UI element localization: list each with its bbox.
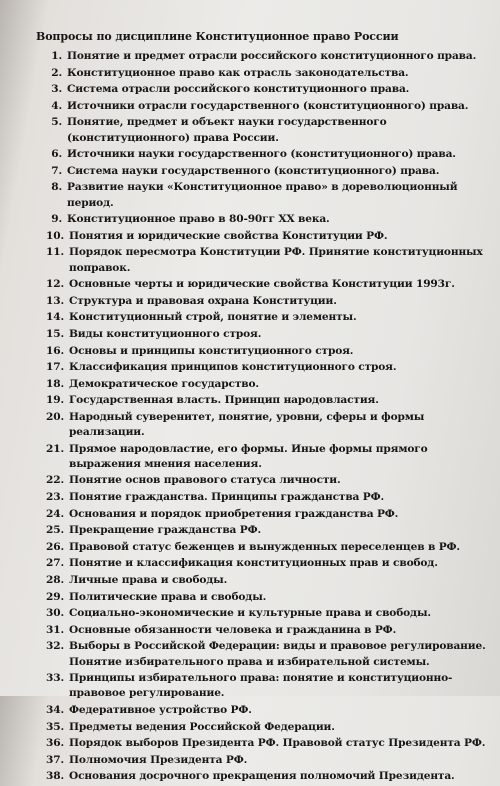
question-item — [40, 82, 490, 97]
question-text: Принципы избирательного права: понятие и конституционно-правовое регулирование. — [69, 672, 453, 700]
question-item — [40, 99, 490, 114]
question-text: Понятие гражданства. Принципы гражданства РФ. — [69, 491, 385, 504]
question-item — [40, 344, 490, 359]
question-text: Классификация принципов конституционного строя. — [69, 361, 397, 374]
question-text: Основные черты и юридические свойства Конституции 1993г. — [69, 278, 455, 291]
question-number: 5. — [51, 116, 62, 129]
question-text: Народный суверенитет, понятие, уровни, сферы и формы реализации. — [69, 410, 425, 439]
question-number: 10. — [46, 229, 64, 242]
question-item — [40, 49, 490, 64]
question-text: Виды конституционного строя. — [69, 327, 262, 340]
question-number: 16. — [46, 344, 64, 357]
question-number: 8. — [51, 181, 62, 194]
question-text: Конституционное право в 80-90гг XX века. — [67, 213, 330, 226]
question-item — [40, 180, 490, 210]
question-item — [40, 523, 490, 538]
question-number: 18. — [46, 377, 64, 390]
question-item — [40, 623, 490, 638]
question-text: Конституционное право как отрасль законодательства. — [67, 66, 409, 79]
question-item — [40, 556, 490, 571]
question-number: 22. — [46, 474, 64, 487]
question-item — [40, 473, 490, 488]
question-item — [40, 360, 490, 375]
question-item — [40, 229, 490, 244]
question-number: 33. — [46, 672, 64, 685]
question-number: 34. — [46, 704, 64, 717]
question-item — [40, 573, 490, 588]
question-number: 24. — [46, 507, 64, 520]
question-text: Понятие, предмет и объект науки государственного (конституционного) права России. — [67, 116, 387, 144]
question-item — [40, 442, 490, 472]
question-item — [40, 507, 490, 522]
question-text: Понятие и классификация конституционных прав и свобод. — [69, 557, 438, 570]
question-text: Выборы в Российской Федерации: виды и правовое регулирование. Понятие избирательного права и избирательной системы. — [69, 640, 486, 668]
question-text: Прямое народовластие, его формы. Иные формы прямого выражения мнения населения. — [69, 442, 428, 470]
question-number: 37. — [46, 753, 64, 766]
question-item — [40, 410, 490, 440]
question-number: 23. — [46, 491, 64, 504]
question-item — [40, 245, 490, 275]
question-item — [40, 736, 490, 751]
question-text: Система науки государственного (конституционного) права. — [67, 164, 440, 177]
question-list — [40, 49, 490, 786]
question-number: 6. — [51, 148, 62, 161]
question-text: Развитие науки «Конституционное право» в дореволюционный период. — [67, 181, 458, 209]
question-text: Основы и принципы конституционного строя. — [69, 344, 354, 357]
question-number: 7. — [51, 164, 62, 177]
question-text: Система отрасли российского конституционного права. — [67, 83, 410, 96]
question-text: Государственная власть. Принцип народовластия. — [69, 394, 379, 407]
question-number: 26. — [46, 540, 64, 553]
question-text: Понятия и юридические свойства Конституции РФ. — [69, 229, 388, 242]
question-item — [40, 703, 490, 718]
question-number: 27. — [46, 557, 64, 570]
question-item — [40, 377, 490, 392]
question-text: Структура и правовая охрана Конституции. — [69, 294, 337, 307]
question-text: Предметы ведения Российской Федерации. — [69, 720, 335, 733]
question-number: 30. — [46, 607, 64, 620]
question-item — [40, 310, 490, 325]
question-text: Прекращение гражданства РФ. — [69, 524, 262, 537]
question-number: 13. — [46, 294, 64, 307]
question-text: Личные права и свободы. — [69, 574, 228, 587]
question-number: 9. — [51, 213, 62, 226]
question-text: Понятие основ правового статуса личности. — [69, 474, 341, 487]
question-item — [40, 66, 490, 81]
question-number: 3. — [51, 83, 62, 96]
question-item — [40, 327, 490, 342]
question-item — [40, 671, 490, 701]
question-number: 29. — [46, 590, 64, 603]
question-number: 21. — [46, 442, 64, 455]
question-number: 4. — [51, 99, 62, 112]
question-text: Полномочия Президента РФ. — [69, 753, 248, 766]
question-number: 12. — [46, 278, 64, 291]
question-number: 1. — [51, 50, 62, 62]
question-item — [40, 769, 490, 784]
question-number: 31. — [46, 623, 64, 636]
question-item — [40, 212, 490, 227]
question-number: 25. — [46, 524, 64, 537]
question-text: Основания досрочного прекращения полномочий Президента. — [69, 770, 455, 783]
question-text: Основные обязанности человека и гражданина в РФ. — [69, 623, 397, 636]
question-item — [40, 147, 490, 162]
question-text: Порядок выборов Президента РФ. Правовой статус Президента РФ. — [69, 737, 486, 750]
question-text: Демократическое государство. — [69, 377, 259, 390]
question-text: Понятие и предмет отрасли российского конституционного права. — [67, 50, 477, 62]
question-item — [40, 115, 490, 145]
question-number: 32. — [46, 640, 64, 653]
question-number: 19. — [46, 394, 64, 407]
question-text: Источники отрасли государственного (конституционного) права. — [67, 99, 469, 112]
question-number: 2. — [51, 66, 62, 79]
question-item — [40, 490, 490, 505]
question-number: 11. — [46, 246, 64, 259]
question-number: 17. — [46, 361, 64, 374]
question-text: Политические права и свободы. — [69, 590, 267, 603]
question-text: Источники науки государственного (конституционного) права. — [67, 148, 456, 161]
question-item — [40, 753, 490, 768]
document-title: Вопросы по дисциплине Конституционное право России — [36, 30, 399, 43]
question-item — [40, 639, 490, 669]
question-number: 35. — [46, 720, 64, 733]
question-number: 20. — [46, 410, 64, 423]
question-item — [40, 164, 490, 179]
question-item — [40, 720, 490, 735]
question-number: 14. — [46, 311, 64, 324]
question-number: 15. — [46, 327, 64, 340]
question-text: Социально-экономические и культурные права и свободы. — [69, 607, 431, 620]
question-text: Основания и порядок приобретения гражданства РФ. — [69, 507, 399, 520]
question-item — [40, 606, 490, 621]
question-number: 28. — [46, 574, 64, 587]
question-number: 36. — [46, 737, 64, 750]
question-item — [40, 590, 490, 605]
question-item — [40, 540, 490, 555]
question-text: Федеративное устройство РФ. — [69, 704, 252, 717]
question-text: Порядок пересмотра Конституции РФ. Принятие конституционных поправок. — [69, 246, 483, 274]
question-item — [40, 393, 490, 408]
question-number: 38. — [46, 770, 64, 783]
question-text: Конституционный строй, понятие и элементы. — [69, 311, 357, 324]
question-text: Правовой статус беженцев и вынужденных переселенцев в РФ. — [69, 540, 460, 553]
question-item — [40, 294, 490, 309]
question-item — [40, 277, 490, 292]
